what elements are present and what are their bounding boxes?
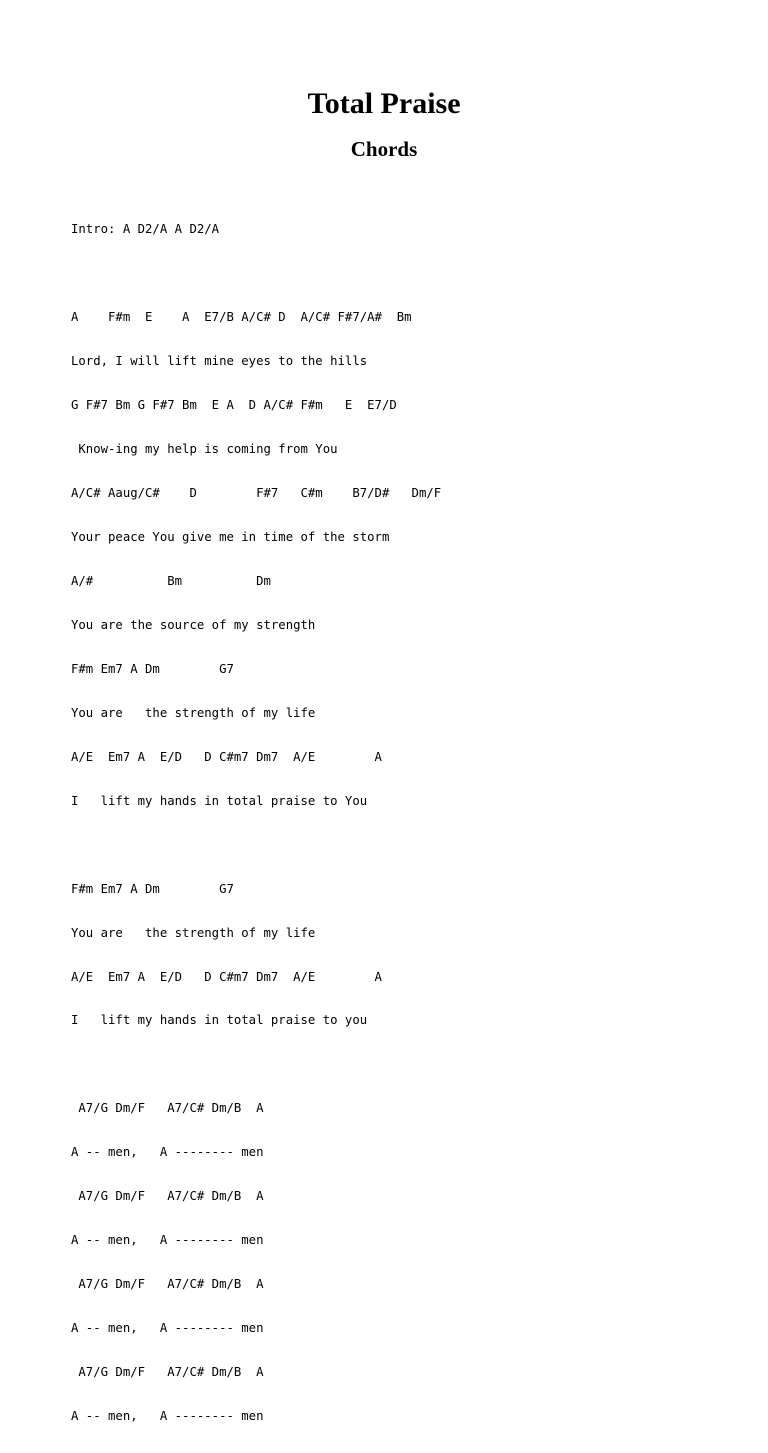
page-subtitle: Chords <box>350 137 418 161</box>
chord-line: A7/G Dm/F A7/C# Dm/B A <box>71 1277 264 1292</box>
chord-line: A7/G Dm/F A7/C# Dm/B A <box>71 1365 264 1380</box>
sheet-line <box>71 838 751 853</box>
chord-line: A/# Bm Dm <box>71 573 271 588</box>
chord-line: G F#7 Bm G F#7 Bm E A D A/C# F#m E E7/D <box>71 398 397 413</box>
lyric-line: A -- men, A -------- men <box>71 1145 264 1160</box>
sheet-line <box>71 1057 751 1072</box>
lyric-line: Lord, I will lift mine eyes to the hills <box>71 354 368 369</box>
lyric-line: A -- men, A -------- men <box>71 1409 264 1424</box>
lyric-line: Know-ing my help is coming from You <box>71 442 338 457</box>
lyric-line: You are the source of my strength <box>71 617 316 632</box>
chord-line: A/C# Aaug/C# D F#7 C#m B7/D# Dm/F <box>71 486 442 501</box>
sheet-line <box>71 266 751 281</box>
sheet-line: Intro: A D2/A A D2/A <box>71 222 220 237</box>
chord-line: A7/G Dm/F A7/C# Dm/B A <box>71 1101 264 1116</box>
lyric-line: You are the strength of my life <box>71 705 316 720</box>
chord-line: F#m Em7 A Dm G7 <box>71 661 234 676</box>
lyric-line: I lift my hands in total praise to you <box>71 1013 368 1028</box>
lyric-line: A -- men, A -------- men <box>71 1233 264 1248</box>
page-title: Total Praise <box>307 87 461 120</box>
lyric-line: You are the strength of my life <box>71 925 316 940</box>
chord-line: F#m Em7 A Dm G7 <box>71 881 234 896</box>
chord-line: A/E Em7 A E/D D C#m7 Dm7 A/E A <box>71 969 382 984</box>
chord-line: A F#m E A E7/B A/C# D A/C# F#7/A# Bm <box>71 310 412 325</box>
chord-line: A/E Em7 A E/D D C#m7 Dm7 A/E A <box>71 749 382 764</box>
lyric-line: I lift my hands in total praise to You <box>71 793 368 808</box>
chord-sheet <box>71 193 751 1453</box>
lyric-line: Your peace You give me in time of the storm <box>71 529 390 544</box>
lyric-line: A -- men, A -------- men <box>71 1321 264 1336</box>
chord-line: A7/G Dm/F A7/C# Dm/B A <box>71 1189 264 1204</box>
